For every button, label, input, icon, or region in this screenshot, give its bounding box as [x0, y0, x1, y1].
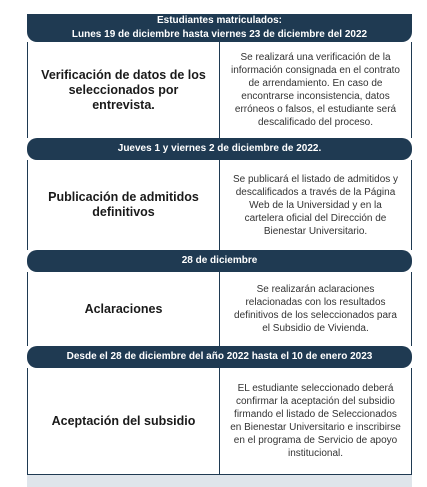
date-header-text: Jueves 1 y viernes 2 de diciembre de 2022.	[117, 143, 322, 154]
next-section-strip	[27, 474, 412, 487]
section-description: Se realizarán aclaraciones relacionadas con los resultados definitivos de los seleccionados para el Subsidio de Vivienda.	[234, 284, 397, 334]
section-title: Aceptación del subsidio	[28, 368, 220, 474]
date-header	[27, 250, 412, 272]
section-description: Se realizará una verificación de la información consignada en el contrato de arrendamiento. En caso de encontrarse inconsistencia, datos erróneos o falsos, el estudiante será descalificado del proceso.	[231, 52, 400, 128]
section-title: Verificación de datos de los seleccionados por entrevista.	[28, 42, 220, 138]
date-header-text: Desde el 28 de diciembre del año 2022 hasta el 10 de enero 2023	[66, 351, 373, 362]
section-row-clarifications	[27, 272, 412, 346]
section-row-acceptance	[27, 368, 412, 474]
section-title: Aclaraciones	[28, 272, 220, 346]
top-header	[27, 14, 412, 42]
section-title: Publicación de admitidos definitivos	[28, 160, 220, 250]
section-description: Se publicará el listado de admitidos y descalificados a través de la Página Web de la Universidad y en la cartelera oficial del Dirección de Bienestar Universitario.	[232, 173, 399, 237]
schedule-table	[27, 0, 412, 486]
top-header-line2: Lunes 19 de diciembre hasta viernes 23 de diciembre del 2022	[71, 29, 368, 40]
date-header	[27, 346, 412, 368]
date-header	[27, 138, 412, 160]
section-row-verification	[27, 42, 412, 138]
section-description: EL estudiante seleccionado deberá confirmar la aceptación del subsidio firmando el listado de Seleccionados en Bienestar Universitario e inscribirse en el programa de Servicio de apoyo institucional.	[230, 383, 401, 459]
section-row-publication	[27, 160, 412, 250]
date-header-text: 28 de diciembre	[181, 255, 258, 266]
top-header-line1: Estudiantes matriculados:	[156, 15, 283, 26]
